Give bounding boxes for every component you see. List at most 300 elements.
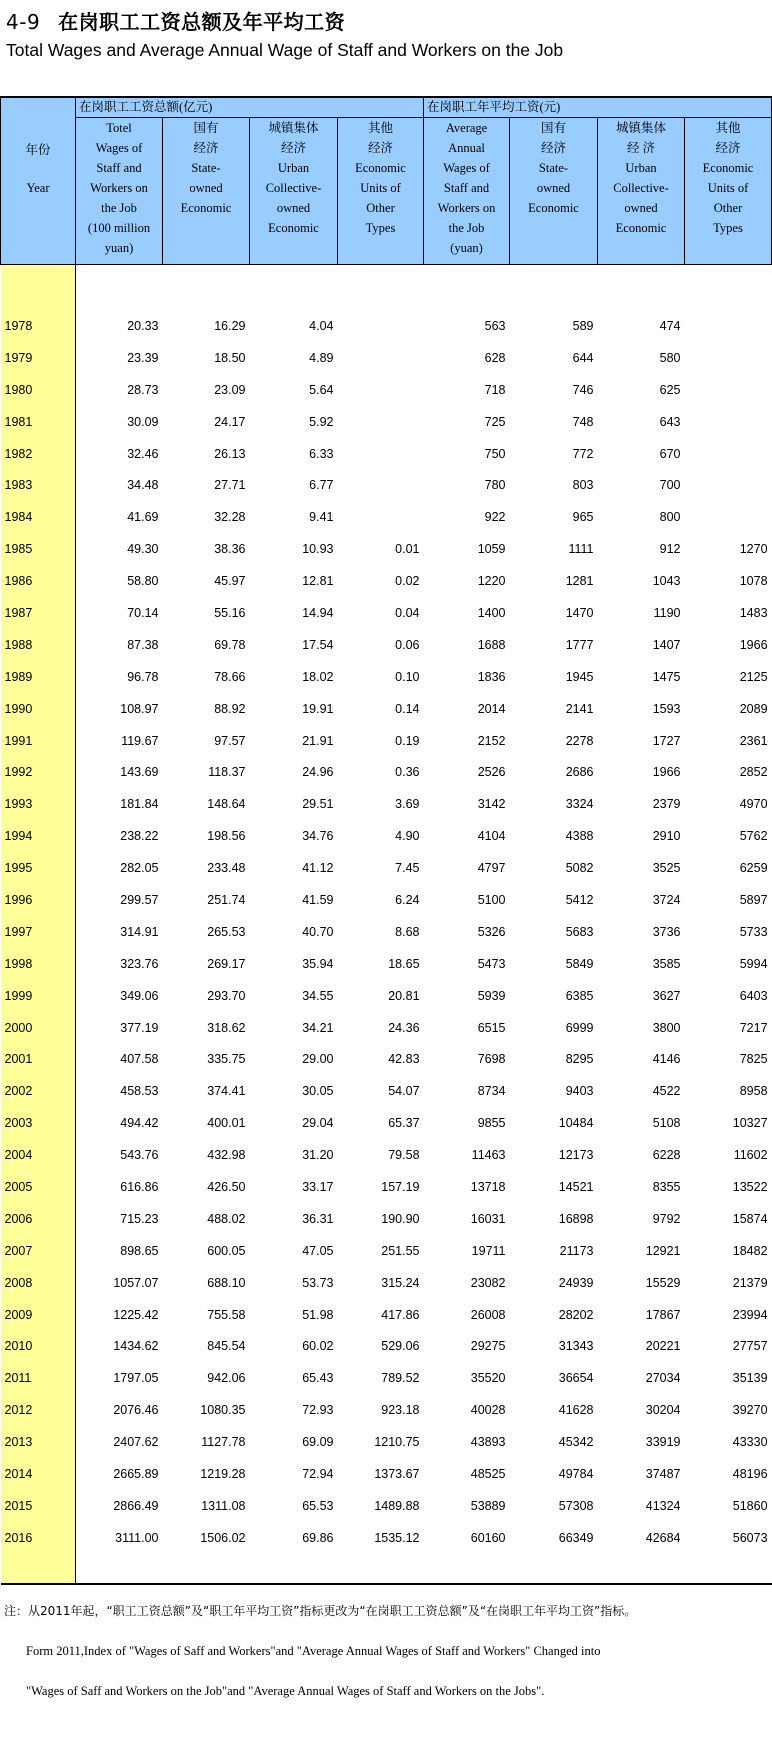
value-cell-total-wages: 143.69 xyxy=(120,765,159,780)
value-cell-avg-other-types xyxy=(685,310,772,342)
value-cell-avg-wage: 8734 xyxy=(477,1084,506,1099)
value-cell-avg-other-types: 1966 xyxy=(739,637,768,652)
value-cell-avg-other-types: 2125 xyxy=(739,669,768,684)
value-cell-total-urban-collective: 33.17 xyxy=(302,1179,334,1194)
value-cell-total-urban-collective: 5.92 xyxy=(309,414,334,429)
value-cell-avg-urban-collective: 2910 xyxy=(652,829,681,844)
value-cell-avg-state-owned: 2278 xyxy=(565,733,594,748)
value-cell-total-urban-collective: 17.54 xyxy=(302,637,334,652)
group-header-average-wage: 在岗职工年平均工资(元) xyxy=(424,97,772,118)
column-header-line: Units of xyxy=(707,181,749,195)
note-en-line1: Form 2011,Index of "Wages of Saff and Workers"and "Average Annual Wages of Staff and Workers" Changed into xyxy=(26,1644,601,1658)
value-cell-avg-other-types: 5897 xyxy=(739,892,768,907)
value-cell-total-other-types: 529.06 xyxy=(381,1339,420,1354)
value-cell-avg-urban-collective: 3627 xyxy=(652,988,681,1003)
value-cell-total-other-types: 0.01 xyxy=(395,542,420,557)
table-row xyxy=(1,1235,772,1267)
value-cell-total-other-types: 0.04 xyxy=(395,605,420,620)
column-header-line: 经济 xyxy=(541,141,567,155)
value-cell-total-urban-collective: 21.91 xyxy=(302,733,334,748)
value-cell-avg-urban-collective: 3800 xyxy=(652,1020,681,1035)
column-header-line: 经 济 xyxy=(626,141,656,155)
value-cell-total-state-owned: 16.29 xyxy=(214,318,246,333)
year-cell: 1978 xyxy=(1,310,76,342)
column-header-line: 城镇集体 xyxy=(616,121,667,135)
table-row xyxy=(1,1458,772,1490)
value-cell-total-state-owned: 293.70 xyxy=(207,988,246,1003)
value-cell-total-wages: 28.73 xyxy=(127,382,159,397)
value-cell-total-other-types: 190.90 xyxy=(381,1211,420,1226)
value-cell-avg-state-owned: 748 xyxy=(572,414,594,429)
value-cell-total-state-owned: 26.13 xyxy=(214,446,246,461)
value-cell-avg-wage: 2014 xyxy=(477,701,506,716)
value-cell-avg-other-types: 21379 xyxy=(732,1275,768,1290)
value-cell-avg-wage: 1059 xyxy=(477,542,506,557)
value-cell-total-urban-collective: 41.59 xyxy=(302,892,334,907)
page-title-cn xyxy=(6,6,345,35)
table-body xyxy=(1,265,772,1584)
value-cell-avg-other-types: 8958 xyxy=(739,1084,768,1099)
table-row xyxy=(1,948,772,980)
column-header-line: Other xyxy=(366,201,395,215)
value-cell-total-wages: 1057.07 xyxy=(113,1275,159,1290)
value-cell-total-urban-collective: 36.31 xyxy=(302,1211,334,1226)
value-cell-total-other-types xyxy=(338,501,424,533)
value-cell-avg-wage: 9855 xyxy=(477,1116,506,1131)
value-cell-avg-wage: 13718 xyxy=(470,1179,506,1194)
value-cell-avg-other-types: 2361 xyxy=(739,733,768,748)
value-cell-avg-urban-collective: 41324 xyxy=(645,1498,681,1513)
value-cell-avg-state-owned: 5412 xyxy=(565,892,594,907)
table-row xyxy=(1,852,772,884)
value-cell-avg-urban-collective: 670 xyxy=(659,446,681,461)
value-cell-total-wages: 2407.62 xyxy=(113,1435,159,1450)
table-row xyxy=(1,916,772,948)
value-cell-avg-wage: 40028 xyxy=(470,1403,506,1418)
value-cell-total-state-owned: 426.50 xyxy=(207,1179,246,1194)
year-cell: 2016 xyxy=(1,1522,76,1554)
column-header-line: the Job xyxy=(448,221,485,235)
value-cell-total-state-owned: 97.57 xyxy=(214,733,246,748)
value-cell-avg-state-owned: 28202 xyxy=(558,1307,594,1322)
value-cell-total-wages: 1797.05 xyxy=(113,1371,159,1386)
value-cell-total-urban-collective: 10.93 xyxy=(302,542,334,557)
year-cell: 2013 xyxy=(1,1426,76,1458)
table-row xyxy=(1,342,772,374)
column-header-line: Economic xyxy=(268,221,319,235)
value-cell-avg-other-types: 27757 xyxy=(732,1339,768,1354)
table-row xyxy=(1,310,772,342)
year-header-cn: 年份 xyxy=(25,143,51,157)
value-cell-avg-urban-collective: 12921 xyxy=(645,1243,681,1258)
value-cell-total-urban-collective: 4.89 xyxy=(309,350,334,365)
value-cell-total-urban-collective: 40.70 xyxy=(302,924,334,939)
value-cell-avg-urban-collective: 580 xyxy=(659,350,681,365)
value-cell-total-other-types: 18.65 xyxy=(388,956,420,971)
value-cell-avg-state-owned: 31343 xyxy=(558,1339,594,1354)
value-cell-avg-urban-collective: 15529 xyxy=(645,1275,681,1290)
table-row xyxy=(1,1075,772,1107)
value-cell-avg-wage: 1836 xyxy=(477,669,506,684)
column-header-line: (yuan) xyxy=(450,241,483,255)
table-row xyxy=(1,1107,772,1139)
value-cell-avg-wage: 3142 xyxy=(477,797,506,812)
value-cell-total-other-types: 6.24 xyxy=(395,892,420,907)
value-cell-avg-state-owned: 772 xyxy=(572,446,594,461)
value-cell-total-state-owned: 755.58 xyxy=(207,1307,246,1322)
column-header-avg-state-owned xyxy=(510,118,598,265)
group-header-total-wages: 在岗职工工资总额(亿元) xyxy=(76,97,424,118)
value-cell-avg-urban-collective: 33919 xyxy=(645,1435,681,1450)
column-header-avg-urban-collective xyxy=(598,118,685,265)
year-cell: 1990 xyxy=(1,693,76,725)
column-header-line: owned xyxy=(624,201,658,215)
column-header-total-wages xyxy=(76,118,163,265)
data-table-wrapper xyxy=(0,96,771,1585)
value-cell-total-other-types: 0.10 xyxy=(395,669,420,684)
column-header-line: Average xyxy=(445,121,488,135)
table-row xyxy=(1,1203,772,1235)
value-cell-total-state-owned: 335.75 xyxy=(207,1052,246,1067)
year-cell: 2000 xyxy=(1,1012,76,1044)
column-header-line: owned xyxy=(276,201,311,215)
value-cell-avg-other-types: 1078 xyxy=(739,574,768,589)
value-cell-avg-state-owned: 2141 xyxy=(565,701,594,716)
year-cell: 2009 xyxy=(1,1299,76,1331)
value-cell-avg-urban-collective: 3585 xyxy=(652,956,681,971)
value-cell-avg-wage: 6515 xyxy=(477,1020,506,1035)
value-cell-avg-other-types: 18482 xyxy=(732,1243,768,1258)
year-cell: 1987 xyxy=(1,597,76,629)
value-cell-avg-state-owned: 14521 xyxy=(558,1179,594,1194)
value-cell-avg-urban-collective: 912 xyxy=(659,542,681,557)
table-row xyxy=(1,469,772,501)
value-cell-avg-state-owned: 24939 xyxy=(558,1275,594,1290)
value-cell-avg-state-owned: 10484 xyxy=(558,1116,594,1131)
column-header-line: 经济 xyxy=(280,141,306,155)
column-header-line: Economic xyxy=(528,201,579,215)
value-cell-total-wages: 458.53 xyxy=(120,1084,159,1099)
value-cell-total-urban-collective: 69.09 xyxy=(302,1435,334,1450)
year-cell: 1998 xyxy=(1,948,76,980)
value-cell-total-urban-collective: 65.43 xyxy=(302,1371,334,1386)
value-cell-total-other-types: 0.02 xyxy=(395,574,420,589)
value-cell-avg-urban-collective: 1043 xyxy=(652,574,681,589)
year-cell: 1989 xyxy=(1,661,76,693)
value-cell-total-wages: 2866.49 xyxy=(113,1498,159,1513)
table-row xyxy=(1,629,772,661)
year-cell: 2010 xyxy=(1,1331,76,1363)
value-cell-total-other-types: 54.07 xyxy=(388,1084,420,1099)
value-cell-avg-urban-collective: 5108 xyxy=(652,1116,681,1131)
year-cell: 2015 xyxy=(1,1490,76,1522)
value-cell-total-urban-collective: 34.76 xyxy=(302,829,334,844)
year-cell: 1999 xyxy=(1,980,76,1012)
value-cell-avg-urban-collective: 1593 xyxy=(652,701,681,716)
note-en-line2: "Wages of Saff and Workers on the Job"and "Average Annual Wages of Staff and Workers on the Jobs". xyxy=(26,1684,545,1698)
table-row xyxy=(1,693,772,725)
value-cell-total-wages: 349.06 xyxy=(120,988,159,1003)
column-header-line: Economic xyxy=(702,161,754,175)
value-cell-total-state-owned: 23.09 xyxy=(214,382,246,397)
table-row xyxy=(1,884,772,916)
table-row xyxy=(1,1012,772,1044)
value-cell-avg-urban-collective: 8355 xyxy=(652,1179,681,1194)
value-cell-avg-other-types: 7217 xyxy=(739,1020,768,1035)
value-cell-total-state-owned: 432.98 xyxy=(207,1148,246,1163)
value-cell-total-wages: 181.84 xyxy=(120,797,159,812)
value-cell-avg-state-owned: 6385 xyxy=(565,988,594,1003)
value-cell-avg-state-owned: 1111 xyxy=(568,542,594,557)
value-cell-total-wages: 715.23 xyxy=(120,1211,159,1226)
value-cell-total-wages: 299.57 xyxy=(120,892,159,907)
value-cell-avg-urban-collective: 1190 xyxy=(653,605,681,620)
value-cell-avg-wage: 1400 xyxy=(477,605,506,620)
value-cell-total-wages: 87.38 xyxy=(127,637,159,652)
value-cell-avg-wage: 5326 xyxy=(477,924,506,939)
value-cell-avg-urban-collective: 30204 xyxy=(645,1403,681,1418)
value-cell-total-urban-collective: 53.73 xyxy=(302,1275,334,1290)
column-header-line: Types xyxy=(713,221,743,235)
value-cell-total-state-owned: 32.28 xyxy=(214,510,246,525)
value-cell-total-other-types: 315.24 xyxy=(381,1275,420,1290)
value-cell-avg-other-types: 56073 xyxy=(732,1530,768,1545)
year-cell: 1996 xyxy=(1,884,76,916)
value-cell-avg-other-types: 2852 xyxy=(739,765,768,780)
column-header-line: Collective- xyxy=(613,181,669,195)
value-cell-avg-state-owned: 3324 xyxy=(565,797,594,812)
value-cell-avg-other-types: 13522 xyxy=(732,1179,768,1194)
value-cell-avg-urban-collective: 4146 xyxy=(652,1052,681,1067)
column-header-line: Urban xyxy=(277,161,310,175)
table-row xyxy=(1,565,772,597)
value-cell-total-state-owned: 265.53 xyxy=(207,924,246,939)
value-cell-total-urban-collective: 31.20 xyxy=(302,1148,334,1163)
value-cell-avg-state-owned: 644 xyxy=(572,350,594,365)
column-header-line: Workers on xyxy=(90,181,148,195)
column-header-line: Economic xyxy=(615,221,667,235)
value-cell-total-other-types: 417.86 xyxy=(381,1307,420,1322)
value-cell-avg-urban-collective: 42684 xyxy=(645,1530,681,1545)
value-cell-total-urban-collective: 34.55 xyxy=(302,988,334,1003)
year-cell: 1984 xyxy=(1,501,76,533)
value-cell-total-state-owned: 688.10 xyxy=(207,1275,246,1290)
column-header-line: 其他 xyxy=(368,121,394,135)
column-header-line: Workers on xyxy=(437,201,496,215)
value-cell-total-wages: 58.80 xyxy=(127,574,159,589)
value-cell-avg-state-owned: 803 xyxy=(572,478,594,493)
value-cell-avg-other-types: 35139 xyxy=(732,1371,768,1386)
value-cell-avg-state-owned: 965 xyxy=(572,510,594,525)
value-cell-avg-wage: 628 xyxy=(484,350,506,365)
value-cell-avg-other-types xyxy=(685,342,772,374)
year-cell: 1985 xyxy=(1,533,76,565)
value-cell-total-urban-collective: 6.77 xyxy=(309,478,334,493)
value-cell-avg-wage: 23082 xyxy=(470,1275,506,1290)
value-cell-avg-urban-collective: 3525 xyxy=(652,861,681,876)
column-header-line: 经济 xyxy=(715,141,741,155)
value-cell-avg-other-types xyxy=(685,406,772,438)
value-cell-avg-state-owned: 57308 xyxy=(558,1498,594,1513)
value-cell-avg-other-types: 10327 xyxy=(732,1116,768,1131)
value-cell-avg-state-owned: 49784 xyxy=(558,1467,594,1481)
year-cell: 2011 xyxy=(1,1362,76,1394)
year-cell: 1979 xyxy=(1,342,76,374)
table-row xyxy=(1,533,772,565)
value-cell-total-wages: 108.97 xyxy=(120,701,159,716)
value-cell-avg-urban-collective: 800 xyxy=(659,510,681,525)
value-cell-total-other-types: 157.19 xyxy=(381,1179,420,1194)
year-cell: 1982 xyxy=(1,438,76,470)
table-row xyxy=(1,438,772,470)
value-cell-avg-other-types xyxy=(685,501,772,533)
year-cell: 1991 xyxy=(1,725,76,757)
value-cell-total-wages: 898.65 xyxy=(120,1243,159,1258)
value-cell-total-state-owned: 45.97 xyxy=(214,574,246,589)
value-cell-avg-state-owned: 16898 xyxy=(558,1211,594,1226)
year-cell: 1997 xyxy=(1,916,76,948)
value-cell-avg-other-types: 5733 xyxy=(739,924,768,939)
column-header-line: Economic xyxy=(355,161,406,175)
value-cell-avg-wage: 4797 xyxy=(477,861,506,876)
value-cell-total-other-types: 7.45 xyxy=(395,861,420,876)
year-cell: 1993 xyxy=(1,788,76,820)
value-cell-avg-state-owned: 1281 xyxy=(565,574,594,589)
value-cell-total-state-owned: 78.66 xyxy=(214,669,246,684)
column-header-line: Urban xyxy=(625,161,657,175)
value-cell-avg-wage: 43893 xyxy=(470,1435,506,1450)
value-cell-total-urban-collective: 4.04 xyxy=(309,318,334,333)
wages-table xyxy=(0,96,772,1585)
value-cell-avg-wage: 1220 xyxy=(477,574,506,589)
value-cell-avg-state-owned: 5082 xyxy=(565,861,594,876)
value-cell-avg-other-types xyxy=(685,374,772,406)
table-row xyxy=(1,1171,772,1203)
column-header-line: 国有 xyxy=(541,121,567,135)
value-cell-avg-wage: 780 xyxy=(484,478,506,493)
value-cell-total-wages: 119.67 xyxy=(121,733,159,748)
table-row xyxy=(1,1362,772,1394)
value-cell-total-wages: 616.86 xyxy=(120,1179,159,1194)
value-cell-total-urban-collective: 19.91 xyxy=(302,701,334,716)
value-cell-total-urban-collective: 51.98 xyxy=(302,1307,334,1322)
column-header-line: owned xyxy=(189,181,223,195)
year-cell: 1980 xyxy=(1,374,76,406)
value-cell-avg-state-owned: 1470 xyxy=(565,605,594,620)
value-cell-total-other-types xyxy=(338,438,424,470)
value-cell-total-other-types: 0.36 xyxy=(395,765,420,780)
column-header-line: 经济 xyxy=(193,141,219,155)
value-cell-avg-state-owned: 1945 xyxy=(565,669,594,684)
value-cell-total-urban-collective: 24.96 xyxy=(302,765,334,780)
year-cell: 1981 xyxy=(1,406,76,438)
value-cell-avg-other-types: 1270 xyxy=(739,542,768,557)
value-cell-avg-other-types: 1483 xyxy=(739,605,768,620)
value-cell-avg-wage: 26008 xyxy=(470,1307,506,1322)
value-cell-total-state-owned: 318.62 xyxy=(207,1020,246,1035)
value-cell-total-state-owned: 1080.35 xyxy=(200,1403,246,1418)
value-cell-total-other-types: 1373.67 xyxy=(374,1467,420,1481)
table-row xyxy=(1,725,772,757)
value-cell-avg-other-types: 5762 xyxy=(739,829,768,844)
column-header-line: State- xyxy=(191,161,221,175)
value-cell-total-other-types xyxy=(338,469,424,501)
value-cell-avg-urban-collective: 1407 xyxy=(652,637,681,652)
value-cell-avg-urban-collective: 1966 xyxy=(652,765,681,780)
table-row xyxy=(1,661,772,693)
value-cell-avg-other-types xyxy=(685,469,772,501)
value-cell-total-wages: 20.33 xyxy=(127,318,159,333)
value-cell-total-other-types xyxy=(338,374,424,406)
table-row xyxy=(1,1267,772,1299)
year-cell: 2004 xyxy=(1,1139,76,1171)
value-cell-total-other-types: 1535.12 xyxy=(374,1530,420,1545)
value-cell-avg-wage: 2152 xyxy=(477,733,506,748)
value-cell-total-state-owned: 269.17 xyxy=(207,956,246,971)
table-row xyxy=(1,1331,772,1363)
table-row xyxy=(1,1490,772,1522)
value-cell-avg-wage: 53889 xyxy=(470,1498,506,1513)
value-cell-avg-other-types: 39270 xyxy=(732,1403,768,1418)
value-cell-avg-wage: 16031 xyxy=(470,1211,506,1226)
year-cell: 2006 xyxy=(1,1203,76,1235)
value-cell-total-wages: 96.78 xyxy=(127,669,159,684)
value-cell-total-urban-collective: 29.04 xyxy=(302,1116,334,1131)
column-header-line: 城镇集体 xyxy=(268,121,319,135)
column-header-line: Economic xyxy=(180,201,232,215)
value-cell-total-state-owned: 24.17 xyxy=(214,414,246,429)
column-header-avg-other-types xyxy=(685,118,772,265)
value-cell-avg-other-types: 6259 xyxy=(739,861,768,876)
value-cell-avg-wage: 5473 xyxy=(477,956,506,971)
value-cell-avg-urban-collective: 3724 xyxy=(652,892,681,907)
column-header-avg-wage xyxy=(424,118,510,265)
column-header-line: 其他 xyxy=(715,121,741,135)
value-cell-avg-wage: 19711 xyxy=(471,1243,506,1258)
value-cell-avg-wage: 922 xyxy=(484,510,506,525)
value-cell-avg-urban-collective: 1727 xyxy=(652,733,681,748)
value-cell-total-urban-collective: 65.53 xyxy=(302,1498,334,1513)
value-cell-total-other-types: 923.18 xyxy=(381,1403,420,1418)
column-header-line: Types xyxy=(365,221,396,235)
value-cell-total-urban-collective: 14.94 xyxy=(302,605,334,620)
value-cell-avg-urban-collective: 4522 xyxy=(652,1084,681,1099)
value-cell-avg-state-owned: 66349 xyxy=(558,1530,594,1545)
value-cell-total-state-owned: 38.36 xyxy=(214,542,246,557)
value-cell-total-wages: 2665.89 xyxy=(113,1467,159,1481)
value-cell-total-other-types: 3.69 xyxy=(395,797,420,812)
value-cell-total-wages: 2076.46 xyxy=(113,1403,159,1418)
value-cell-avg-state-owned: 5683 xyxy=(565,924,594,939)
value-cell-avg-other-types: 2089 xyxy=(739,701,768,716)
value-cell-total-other-types: 4.90 xyxy=(395,829,420,844)
value-cell-total-wages: 377.19 xyxy=(120,1020,159,1035)
value-cell-total-state-owned: 88.92 xyxy=(214,701,246,716)
value-cell-total-urban-collective: 69.86 xyxy=(302,1530,334,1545)
value-cell-total-other-types xyxy=(338,406,424,438)
year-cell: 2014 xyxy=(1,1458,76,1490)
year-cell: 1994 xyxy=(1,820,76,852)
value-cell-total-wages: 32.46 xyxy=(127,446,159,461)
value-cell-avg-other-types: 6403 xyxy=(739,988,768,1003)
value-cell-total-other-types: 42.83 xyxy=(388,1052,420,1067)
value-cell-total-state-owned: 198.56 xyxy=(207,829,246,844)
column-header-line: Annual xyxy=(448,141,485,155)
value-cell-avg-state-owned: 12173 xyxy=(558,1148,594,1163)
table-row xyxy=(1,980,772,1012)
year-cell: 2012 xyxy=(1,1394,76,1426)
column-header-line: Staff and xyxy=(443,181,490,195)
